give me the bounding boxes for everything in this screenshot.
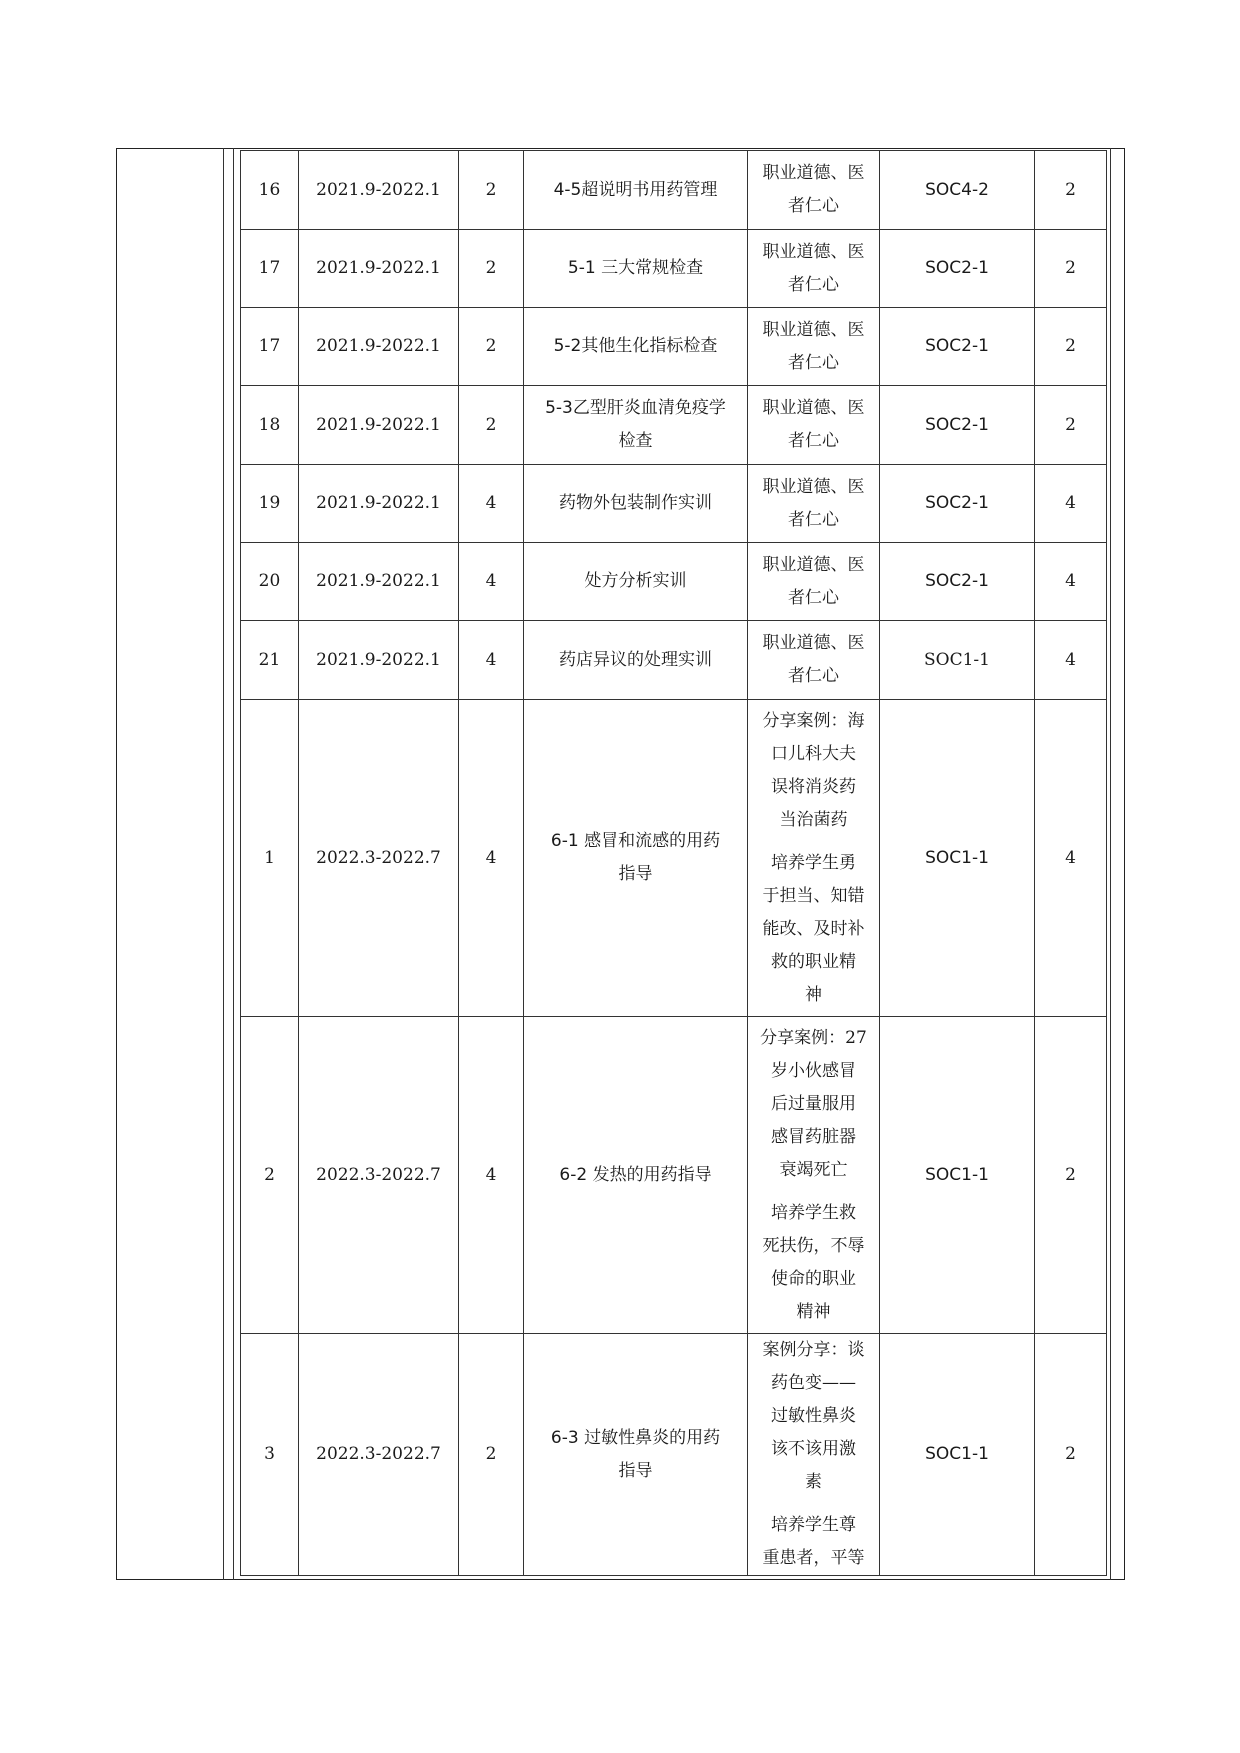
table-row	[241, 700, 1107, 1017]
hours-cell: 4	[459, 465, 524, 543]
ideology-line: 药色变——	[771, 1373, 856, 1393]
ideology-cell	[748, 151, 880, 230]
table-row	[241, 1334, 1107, 1576]
left-column-divider	[223, 148, 224, 1580]
ideology-line: 培养学生尊	[771, 1515, 856, 1535]
ideology-line: 救的职业精	[771, 951, 856, 972]
ideology-line: 该不该用激	[771, 1439, 856, 1459]
ideology-line: 者仁心	[788, 274, 839, 295]
topic-cell	[524, 700, 748, 1017]
week-cell: 20	[241, 543, 299, 621]
topic-line: 药店异议的处理实训	[559, 649, 712, 670]
outcome-cell: SOC1-1	[880, 1017, 1035, 1334]
table-row	[241, 1017, 1107, 1334]
ideology-cell	[748, 465, 880, 543]
table-row	[241, 543, 1107, 621]
term-cell: 2021.9-2022.1	[299, 621, 459, 700]
topic-cell	[524, 1017, 748, 1334]
topic-cell	[524, 386, 748, 465]
topic-line: 6-1 感冒和流感的用药	[550, 831, 721, 851]
outcome-cell: SOC2-1	[880, 465, 1035, 543]
ideology-line: 岁小伙感冒	[771, 1060, 856, 1081]
outcome-hours-cell: 2	[1035, 230, 1107, 308]
ideology-line: 衰竭死亡	[779, 1159, 848, 1180]
ideology-cell	[748, 230, 880, 308]
outcome-cell: SOC1-1	[880, 621, 1035, 700]
topic-line: 5-2其他生化指标检查	[553, 336, 718, 356]
outcome-hours-cell: 4	[1035, 621, 1107, 700]
ideology-line: 误将消炎药	[771, 776, 856, 797]
term-cell: 2022.3-2022.7	[299, 1334, 459, 1576]
ideology-line: 感冒药脏器	[771, 1126, 856, 1147]
term-cell: 2021.9-2022.1	[299, 308, 459, 386]
week-cell: 3	[241, 1334, 299, 1576]
topic-cell	[524, 230, 748, 308]
table-row	[241, 465, 1107, 543]
ideology-line: 职业道德、医	[762, 241, 865, 262]
outcome-hours-cell: 2	[1035, 308, 1107, 386]
week-cell: 18	[241, 386, 299, 465]
topic-line: 6-3 过敏性鼻炎的用药	[550, 1427, 721, 1448]
outcome-cell: SOC1-1	[880, 700, 1035, 1017]
week-cell: 1	[241, 700, 299, 1017]
ideology-line: 后过量服用	[771, 1093, 856, 1114]
topic-line: 检查	[618, 431, 653, 451]
ideology-line: 职业道德、医	[762, 398, 865, 418]
term-cell: 2021.9-2022.1	[299, 151, 459, 230]
ideology-line: 素	[805, 1472, 822, 1492]
outcome-cell: SOC2-1	[880, 386, 1035, 465]
outcome-hours-cell: 4	[1035, 465, 1107, 543]
ideology-line: 口儿科大夫	[771, 743, 856, 764]
topic-line: 4-5超说明书用药管理	[553, 179, 718, 200]
week-cell: 16	[241, 151, 299, 230]
outcome-hours-cell: 2	[1035, 1334, 1107, 1576]
ideology-line: 者仁心	[788, 666, 839, 686]
ideology-line: 者仁心	[788, 509, 839, 530]
table-row	[241, 386, 1107, 465]
outcome-hours-cell: 2	[1035, 386, 1107, 465]
week-cell: 17	[241, 308, 299, 386]
hours-cell: 4	[459, 1017, 524, 1334]
topic-line: 药物外包装制作实训	[559, 493, 712, 513]
topic-line: 指导	[618, 1460, 653, 1481]
outcome-cell: SOC4-2	[880, 151, 1035, 230]
outcome-hours-cell: 2	[1035, 1017, 1107, 1334]
table-row	[241, 230, 1107, 308]
topic-cell	[524, 465, 748, 543]
topic-line: 5-3乙型肝炎血清免疫学	[545, 398, 726, 418]
ideology-line: 培养学生勇	[771, 852, 856, 873]
table-row	[241, 308, 1107, 386]
hours-cell: 4	[459, 700, 524, 1017]
topic-cell	[524, 151, 748, 230]
ideology-line: 培养学生救	[771, 1202, 856, 1223]
topic-line: 处方分析实训	[584, 571, 687, 591]
ideology-line: 精神	[796, 1301, 831, 1322]
topic-cell	[524, 543, 748, 621]
hours-cell: 4	[459, 621, 524, 700]
ideology-line: 分享案例：27	[760, 1027, 867, 1048]
ideology-line: 能改、及时补	[762, 918, 865, 939]
week-cell: 17	[241, 230, 299, 308]
week-cell: 19	[241, 465, 299, 543]
outcome-hours-cell: 4	[1035, 700, 1107, 1017]
ideology-line: 职业道德、医	[762, 633, 865, 653]
ideology-line: 神	[805, 984, 822, 1005]
ideology-cell	[748, 1017, 880, 1334]
outcome-hours-cell: 2	[1035, 151, 1107, 230]
week-cell: 21	[241, 621, 299, 700]
topic-cell	[524, 308, 748, 386]
ideology-cell	[748, 1334, 880, 1576]
left-column-divider-inner	[233, 148, 234, 1580]
ideology-cell	[748, 700, 880, 1017]
ideology-line: 分享案例：海	[762, 710, 865, 731]
outcome-hours-cell: 4	[1035, 543, 1107, 621]
ideology-line: 职业道德、医	[762, 319, 865, 340]
ideology-cell	[748, 621, 880, 700]
ideology-line: 者仁心	[788, 431, 839, 451]
outcome-cell: SOC2-1	[880, 543, 1035, 621]
topic-cell	[524, 621, 748, 700]
topic-cell	[524, 1334, 748, 1576]
ideology-line: 于担当、知错	[762, 885, 865, 906]
term-cell: 2021.9-2022.1	[299, 230, 459, 308]
term-cell: 2021.9-2022.1	[299, 465, 459, 543]
term-cell: 2021.9-2022.1	[299, 543, 459, 621]
ideology-line: 使命的职业	[771, 1268, 856, 1289]
ideology-cell	[748, 543, 880, 621]
hours-cell: 2	[459, 230, 524, 308]
hours-cell: 4	[459, 543, 524, 621]
outcome-cell: SOC1-1	[880, 1334, 1035, 1576]
hours-cell: 2	[459, 151, 524, 230]
term-cell: 2022.3-2022.7	[299, 1017, 459, 1334]
ideology-line: 当治菌药	[779, 809, 848, 830]
hours-cell: 2	[459, 308, 524, 386]
outcome-cell: SOC2-1	[880, 308, 1035, 386]
right-column-divider	[1110, 148, 1111, 1580]
topic-line: 6-2 发热的用药指导	[559, 1164, 712, 1185]
ideology-line: 者仁心	[788, 196, 839, 216]
ideology-line: 者仁心	[788, 352, 839, 373]
ideology-line: 职业道德、医	[762, 163, 865, 183]
ideology-line: 职业道德、医	[762, 554, 865, 575]
ideology-line: 案例分享：谈	[762, 1340, 865, 1360]
ideology-line: 重患者，平等	[762, 1548, 865, 1568]
hours-cell: 2	[459, 386, 524, 465]
ideology-cell	[748, 308, 880, 386]
week-cell: 2	[241, 1017, 299, 1334]
ideology-line: 死扶伤，不辱	[762, 1235, 865, 1256]
term-cell: 2022.3-2022.7	[299, 700, 459, 1017]
ideology-line: 者仁心	[788, 587, 839, 608]
outcome-cell: SOC2-1	[880, 230, 1035, 308]
hours-cell: 2	[459, 1334, 524, 1576]
ideology-cell	[748, 386, 880, 465]
table-row	[241, 621, 1107, 700]
term-cell: 2021.9-2022.1	[299, 386, 459, 465]
topic-line: 指导	[618, 864, 653, 884]
table-row	[241, 151, 1107, 230]
ideology-line: 职业道德、医	[762, 476, 865, 497]
topic-line: 5-1 三大常规检查	[567, 258, 704, 278]
ideology-line: 过敏性鼻炎	[771, 1406, 856, 1426]
schedule-table	[240, 150, 1107, 1576]
